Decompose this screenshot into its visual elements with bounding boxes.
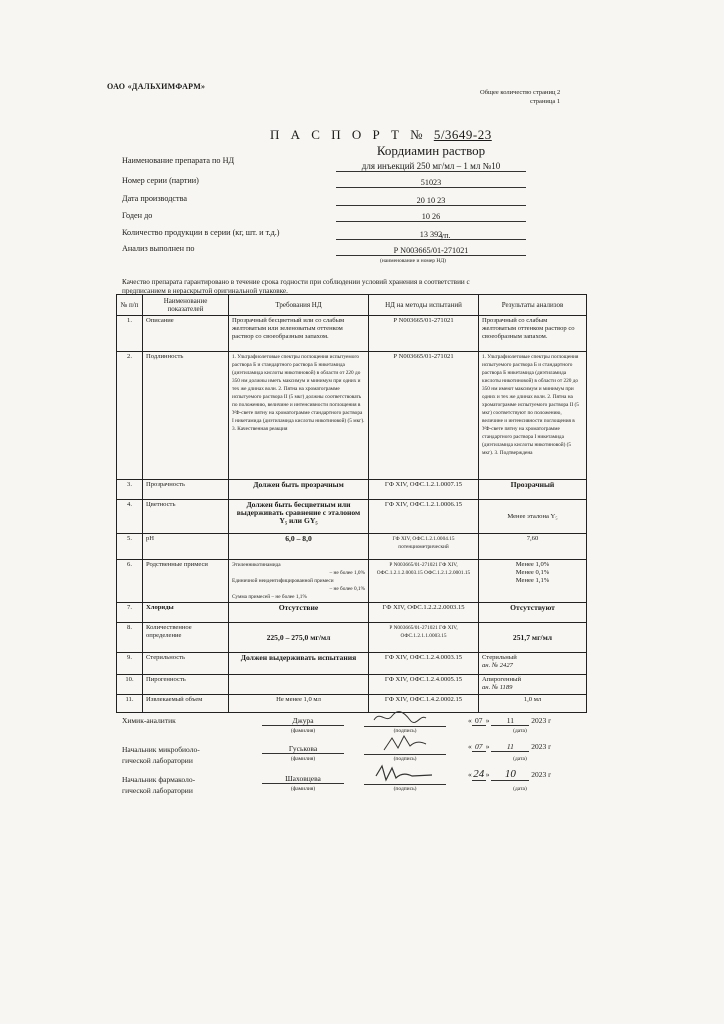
table-row xyxy=(117,534,587,560)
row-indicator: Цветность xyxy=(143,500,229,534)
row-num: 8. xyxy=(117,623,143,653)
table-row xyxy=(117,352,587,480)
row-num: 3. xyxy=(117,480,143,500)
row-requirement: Должен быть бесцветным или выдерживать сравнение с эталоном Y₅ или GY₅ xyxy=(229,500,369,534)
name-caption: (фамилия) xyxy=(290,786,316,792)
date-caption: (дата) xyxy=(513,756,527,762)
row-method: ГФ XIV, ОФС.1.2.1.0006.15 xyxy=(369,500,479,534)
row-indicator: Хлориды xyxy=(143,603,229,623)
signature-date: « 07 » 11 2023 г xyxy=(468,742,552,751)
page-info xyxy=(480,88,560,106)
row-method: ГФ XIV, ОФС.1.2.1.0004.15 потенциометрический xyxy=(369,534,479,560)
page-current: страница 1 xyxy=(530,98,561,105)
product-name: Кордиамин раствор xyxy=(376,143,486,158)
row-method: ГФ XIV, ОФС.1.2.4.0003.15 xyxy=(369,653,479,675)
date-caption: (дата) xyxy=(513,728,527,734)
row-indicator: Прозрачность xyxy=(143,480,229,500)
row-requirement: 225,0 – 275,0 мг/мл xyxy=(229,623,369,653)
row-indicator: Извлекаемый объем xyxy=(143,695,229,713)
row-requirement: 6,0 – 8,0 xyxy=(229,534,369,560)
row-indicator: Стерильность xyxy=(143,653,229,675)
header-indicator: Наименование показателей xyxy=(143,295,229,316)
row-result: 7,60 xyxy=(479,534,587,560)
date-day: 07 xyxy=(472,716,486,726)
expiry-label: Годен до xyxy=(122,211,153,220)
signature-name: Джура xyxy=(262,716,344,726)
table-row xyxy=(117,603,587,623)
date-day: 07 xyxy=(472,742,486,752)
result-2: Менее 0,1% xyxy=(515,569,550,576)
signature-role: Химик-аналитик xyxy=(122,716,176,725)
row-method: Р N003665/01-271021 xyxy=(369,352,479,480)
production-date-label: Дата производства xyxy=(122,194,187,203)
row-method: ГФ XIV, ОФС.1.2.1.0007.15 xyxy=(369,480,479,500)
sign-caption: (подпись) xyxy=(393,786,417,792)
row-result xyxy=(479,653,587,675)
row-requirement: 1. Ультрафиолетовые спектры поглощения испытуемого раствора Б и стандартного раствора Б никетамида (диэтиламида кислоты никотиновой) в области от 220 до 350 нм должны иметь максимум и минимум при одних и тех же длинах волн. 2. Пятна на хроматограмме испытуемого раствора II (5 мкг) должны соответствовать по положению, величине и интенсивности поглощения в УФ-свете пятну на хроматограмме стандартного раствора I никетамида (диэтиламида кислоты никотиновой) (5 мкг). 3. Качественная реакция xyxy=(229,352,369,480)
row-result: Менее эталона Y₅ xyxy=(479,500,587,534)
row-result: 251,7 мг/мл xyxy=(479,623,587,653)
production-date-value: 20 10 23 xyxy=(336,196,526,206)
result-3: Менее 1,1% xyxy=(515,577,550,584)
table-header-row xyxy=(117,295,587,316)
date-month: 11 xyxy=(491,742,529,752)
signature-role xyxy=(122,774,195,796)
row-method: ГФ XIV, ОФС.1.4.2.0002.15 xyxy=(369,695,479,713)
role-line-2: гической лаборатории xyxy=(122,786,193,795)
role-line-1: Начальник фармаколо- xyxy=(122,775,196,784)
signature-name: Шаховцева xyxy=(262,774,344,784)
row-requirement: Должен выдерживать испытания xyxy=(229,653,369,675)
row-requirement xyxy=(229,675,369,695)
row-method: Р N003665/01-271021 ГФ XIV, ОФС.1.2.1.1.0003.15 xyxy=(369,623,479,653)
row-result xyxy=(479,675,587,695)
result-label: Стерильный xyxy=(482,654,517,661)
table-row xyxy=(117,675,587,695)
signature-scribble xyxy=(370,708,430,726)
row-requirement: Должен быть прозрачным xyxy=(229,480,369,500)
table-row xyxy=(117,653,587,675)
date-month: 10 xyxy=(491,768,529,781)
result-ref: ан. № 1189 xyxy=(482,684,513,691)
role-line-2: гической лаборатории xyxy=(122,756,193,765)
row-result: Прозрачный со слабым желтоватым оттенком раствор со своеобразным запахом. xyxy=(479,316,587,352)
row-requirement: Не менее 1,0 мл xyxy=(229,695,369,713)
row-result: 1,0 мл xyxy=(479,695,587,713)
signature-scribble xyxy=(380,732,430,754)
quality-guarantee: Качество препарата гарантировано в течение срока годности при соблюдении условий хранения в соответствии с предписанием в нераскрытой оригинальной упаковке. xyxy=(122,278,470,295)
sign-caption: (подпись) xyxy=(393,756,417,762)
row-requirement xyxy=(229,560,369,603)
row-num: 2. xyxy=(117,352,143,480)
page-total: Общее количество страниц 2 xyxy=(480,89,561,96)
impurity-2: Единичной неидентифицированной примеси xyxy=(232,578,334,584)
role-line-1: Начальник микробиоло- xyxy=(122,745,200,754)
row-num: 7. xyxy=(117,603,143,623)
impurity-sum: Сумма примесей – не более 1,1% xyxy=(232,594,307,600)
row-num: 11. xyxy=(117,695,143,713)
date-caption: (дата) xyxy=(513,786,527,792)
quantity-value: 13 392 xyxy=(336,230,526,240)
product-dosage: для инъекций 250 мг/мл – 1 мл №10 xyxy=(336,161,526,172)
result-1: Менее 1,0% xyxy=(515,561,550,568)
table-row xyxy=(117,316,587,352)
row-num: 10. xyxy=(117,675,143,695)
signature-date: « 07 » 11 2023 г xyxy=(468,716,552,725)
date-day: 24 xyxy=(473,768,485,780)
analysis-value: Р N003665/01-271021 xyxy=(336,246,526,256)
row-method: ГФ XIV, ОФС.1.2.2.2.0003.15 xyxy=(369,603,479,623)
table-row xyxy=(117,623,587,653)
header-num: № п/п xyxy=(117,295,143,316)
date-year: 2023 г xyxy=(531,742,552,751)
row-indicator: pH xyxy=(143,534,229,560)
row-requirement: Отсутствие xyxy=(229,603,369,623)
row-num: 1. xyxy=(117,316,143,352)
name-caption: (фамилия) xyxy=(290,756,316,762)
name-caption: (фамилия) xyxy=(290,728,316,734)
analysis-note: (наименование и номер НД) xyxy=(380,258,446,264)
row-num: 4. xyxy=(117,500,143,534)
row-indicator: Описание xyxy=(143,316,229,352)
header-result: Результаты анализов xyxy=(479,295,587,316)
series-value: 51023 xyxy=(336,178,526,188)
product-name-label: Наименование препарата по НД xyxy=(122,156,235,165)
company-name: ОАО «ДАЛЬХИМФАРМ» xyxy=(107,82,206,91)
row-result: 1. Ультрафиолетовые спектры поглощения испытуемого раствора Б и стандартного раствора Б никетамида (диэтиламида кислоты никотиновой) в области от 220 до 350 нм имеют максимум и минимум при одних и тех же длинах волн. 2. Пятна на хроматограмме испытуемого раствора II (5 мкг) соответствуют по положению, величине и интенсивности поглощения в УФ-свете пятну на хроматограмме стандартного раствора I никетамида (диэтиламида кислоты никотиновой) (5 мкг). 3. Подтверждена xyxy=(479,352,587,480)
row-num: 5. xyxy=(117,534,143,560)
table-row xyxy=(117,695,587,713)
signature-scribble xyxy=(372,762,436,786)
row-method: ГФ XIV, ОФС.1.2.4.0005.15 xyxy=(369,675,479,695)
row-indicator: Подлинность xyxy=(143,352,229,480)
row-method: Р N003665/01-271021 ГФ XIV, ОФС.1.2.1.2.0003.15 ОФС.1.2.1.2.0001.15 xyxy=(369,560,479,603)
table-row xyxy=(117,480,587,500)
row-result: Отсутствуют xyxy=(479,603,587,623)
series-label: Номер серии (партии) xyxy=(122,176,199,185)
signature-role xyxy=(122,744,200,766)
row-num: 9. xyxy=(117,653,143,675)
row-num: 6. xyxy=(117,560,143,603)
sign-caption: (подпись) xyxy=(393,728,417,734)
analysis-table xyxy=(116,294,587,713)
impurity-2-limit: – не более 0,1% xyxy=(329,586,365,592)
row-requirement: Прозрачный бесцветный или со слабым желтоватым или зеленоватым оттенком раствор со своеобразным запахом. xyxy=(229,316,369,352)
table-row xyxy=(117,560,587,603)
date-year: 2023 г xyxy=(531,770,552,779)
quantity-label: Количество продукции в серии (кг, шт. и т.д.) xyxy=(122,228,280,237)
table-row xyxy=(117,500,587,534)
row-indicator: Количественное определение xyxy=(143,623,229,653)
header-method: НД на методы испытаний xyxy=(369,295,479,316)
signature-name: Гуськова xyxy=(262,744,344,754)
expiry-value: 10 26 xyxy=(336,212,526,222)
header-requirement: Требования НД xyxy=(229,295,369,316)
row-indicator: Пирогенность xyxy=(143,675,229,695)
impurity-1-limit: – не более 1,0% xyxy=(329,570,365,576)
result-ref: ан. № 2427 xyxy=(482,662,513,669)
impurity-1: Этиленникотинамида xyxy=(232,562,281,568)
signature-date: « 24 » 10 2023 г xyxy=(468,768,552,780)
quantity-unit: уп. xyxy=(440,231,451,240)
analysis-label: Анализ выполнен по xyxy=(122,244,195,253)
row-method: Р N003665/01-271021 xyxy=(369,316,479,352)
row-indicator: Родственные примеси xyxy=(143,560,229,603)
result-label: Апирогенный xyxy=(482,676,521,683)
date-year: 2023 г xyxy=(531,716,552,725)
row-result xyxy=(479,560,587,603)
date-month: 11 xyxy=(491,716,529,726)
row-result: Прозрачный xyxy=(479,480,587,500)
title-label: П А С П О Р Т № xyxy=(270,127,427,142)
document-title xyxy=(270,127,492,143)
passport-number: 5/3649-23 xyxy=(433,127,492,142)
